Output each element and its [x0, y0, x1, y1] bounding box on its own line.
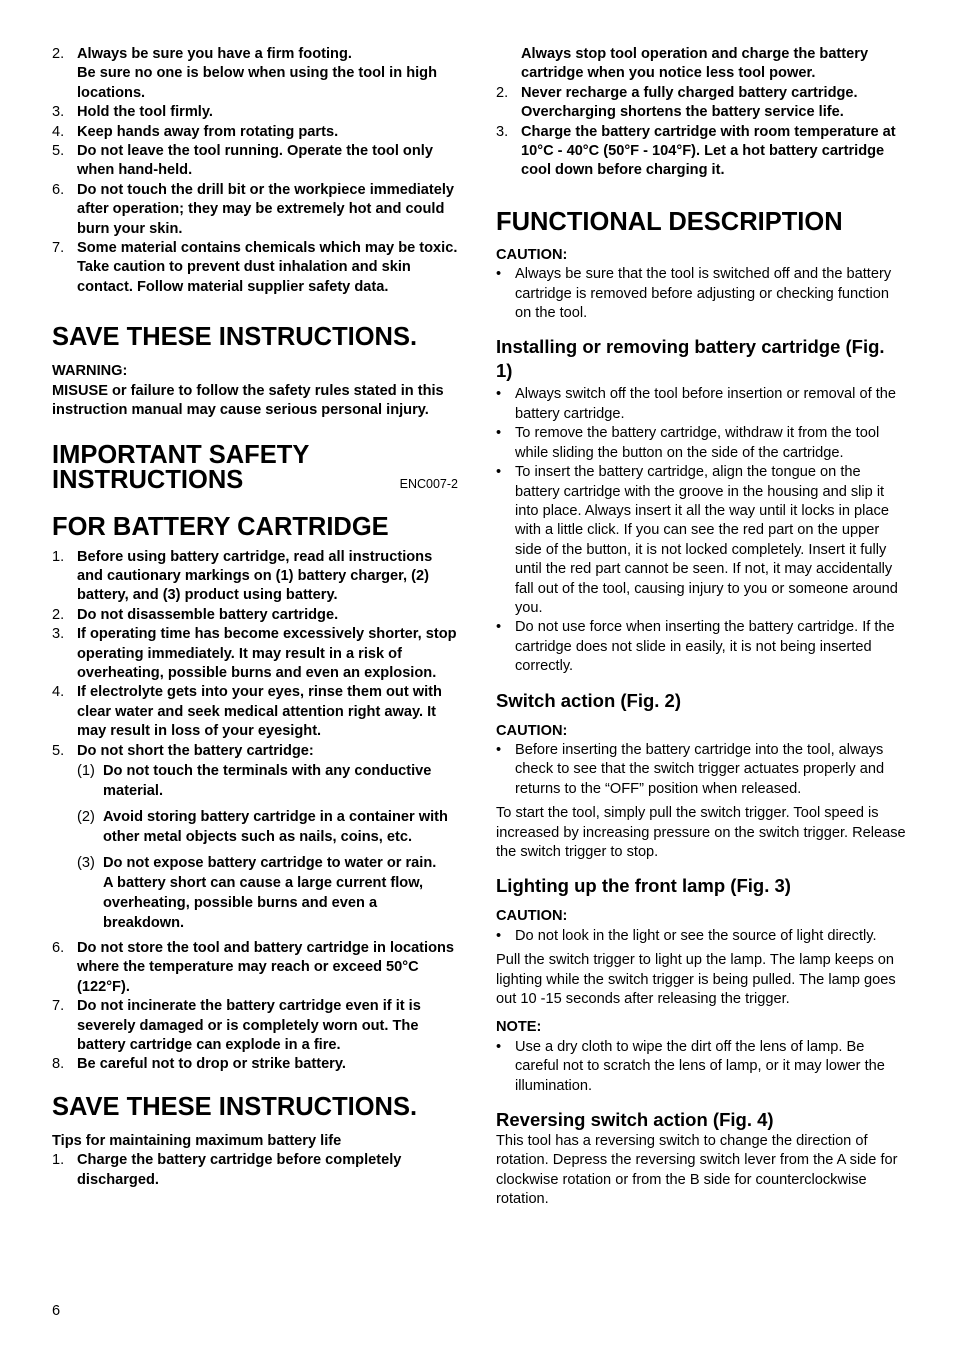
note-label: NOTE: [496, 1019, 542, 1036]
list-item: 6. Do not store the tool and battery cartridge in locations where the temperature may reach or exceed 50°C (122°F). [52, 939, 455, 995]
note-list [496, 1038, 906, 1096]
tips-list [52, 1151, 462, 1190]
save-instructions-heading-2: SAVE THESE INSTRUCTIONS. [52, 1092, 418, 1121]
bullet-item: • Before inserting the battery cartridge into the tool, always check to see that the switch trigger actuates properly and returns to the “OFF” position when released. [496, 741, 885, 797]
list-item: 4. Keep hands away from rotating parts. [52, 123, 339, 140]
short-circuit-sublist [77, 761, 462, 933]
functional-description-heading: FUNCTIONAL DESCRIPTION [496, 207, 843, 236]
battery-cartridge-heading: FOR BATTERY CARTRIDGE [52, 512, 389, 541]
bullet-item: • Always switch off the tool before insertion or removal of the battery cartridge. [496, 386, 896, 422]
battery-safety-list [52, 548, 462, 1075]
list-item: 6. Do not touch the drill bit or the workpiece immediately after operation; they may be extremely hot and could burn your skin. [52, 181, 455, 237]
left-column [52, 45, 462, 1190]
list-item: 5. Do not short the battery cartridge: (1) Do not touch the terminals with any conductive material. (2) Avoid storing battery cartridge in a container with other metal objects such as nails, coins, etc. (3) Do not expose battery cartridge to water or rain. A battery short can cause a large current flow, overheating, possible burns and even a breakdown. [52, 742, 462, 933]
sub-list-item: (1) Do not touch the terminals with any conductive material. [77, 762, 432, 799]
important-safety-heading-block [52, 440, 462, 494]
tips-continuation: Always stop tool operation and charge the battery cartridge when you notice less tool power. [521, 46, 869, 82]
tips-label: Tips for maintaining maximum battery life [52, 1132, 342, 1149]
enc-code: ENC007-2 [399, 476, 458, 491]
caution-label: CAUTION: [496, 722, 568, 739]
caution-list [496, 741, 906, 799]
list-item: 1. Charge the battery cartridge before completely discharged. [52, 1152, 402, 1188]
switch-action-heading: Switch action (Fig. 2) [496, 689, 682, 711]
front-lamp-heading: Lighting up the front lamp (Fig. 3) [496, 875, 791, 897]
page-number: 6 [52, 1303, 61, 1319]
important-safety-heading-line2: INSTRUCTIONS [52, 465, 244, 494]
list-item: 3. If operating time has become excessively shorter, stop operating immediately. It may result in a risk of overheating, possible burns and even an explosion. [52, 626, 457, 681]
important-safety-heading-line1: IMPORTANT SAFETY [52, 440, 310, 469]
bullet-item: • Use a dry cloth to wipe the dirt off the lens of lamp. Be careful not to scratch the lens of lamp, or it may lower the illumination. [496, 1038, 885, 1094]
list-item: 2. Do not disassemble battery cartridge. [52, 606, 339, 623]
bullet-item: • Always be sure that the tool is switched off and the battery cartridge is removed before adjusting or checking function on the tool. [496, 266, 892, 322]
caution-list [496, 265, 906, 323]
switch-action-text: To start the tool, simply pull the switch trigger. Tool speed is increased by increasing pressure on the switch trigger. Release the switch trigger to stop. [496, 805, 906, 860]
intro-safety-list [52, 45, 462, 297]
reversing-switch-heading: Reversing switch action (Fig. 4) [496, 1109, 774, 1131]
list-item: 7. Some material contains chemicals which may be toxic. Take caution to prevent dust inhalation and skin contact. Follow material supplier safety data. [52, 240, 458, 295]
reversing-switch-text: This tool has a reversing switch to change the direction of rotation. Depress the reversing switch lever from the A side for clockwise rotation or from the B side for counterclockwise rotation. [496, 1133, 898, 1208]
right-column [496, 45, 906, 1210]
caution-label: CAUTION: [496, 908, 568, 925]
bullet-item: • To insert the battery cartridge, align the tongue on the battery cartridge with the groove in the housing and slip it into place. Always insert it all the way until it locks in place with a little click. If you can see the red part on the upper side of the button, it is not locked completely. Insert it fully until the red part cannot be seen. If not, it may accidentally fall out of the tool, causing injury to you or someone around you. [496, 464, 898, 616]
list-item: 1. Before using battery cartridge, read all instructions and cautionary markings on (1) battery charger, (2) battery, and (3) product using battery. [52, 548, 433, 604]
list-item: 2. Never recharge a fully charged battery cartridge. Overcharging shortens the battery service life. [496, 84, 858, 121]
warning-text: MISUSE or failure to follow the safety rules stated in this instruction manual may cause serious personal injury. [52, 382, 444, 419]
installing-list [496, 385, 906, 676]
list-item: 3. Charge the battery cartridge with room temperature at 10°C - 40°C (50°F - 104°F). Let a hot battery cartridge cool down before charging it. [496, 123, 896, 179]
list-item: 7. Do not incinerate the battery cartridge even if it is severely damaged or is completely worn out. The battery cartridge can explode in a fire. [52, 998, 421, 1053]
list-item: 4. If electrolyte gets into your eyes, rinse them out with clear water and seek medical attention right away. It may result in loss of your eyesight. [52, 684, 442, 740]
front-lamp-text: Pull the switch trigger to light up the lamp. The lamp keeps on lighting while the switch trigger is being pulled. The lamp goes out 10 -15 seconds after releasing the trigger. [496, 952, 896, 1008]
warning-label: WARNING: [52, 363, 128, 380]
caution-list [496, 927, 906, 946]
bullet-item: • Do not look in the light or see the source of light directly. [496, 927, 877, 944]
bullet-item: • To remove the battery cartridge, withdraw it from the tool while sliding the button on the side of the cartridge. [496, 425, 880, 461]
list-item: 3. Hold the tool firmly. [52, 104, 213, 121]
tips-list-continued [496, 84, 906, 181]
bullet-item: • Do not use force when inserting the battery cartridge. If the cartridge does not slide in easily, it is not being inserted correctly. [496, 619, 895, 675]
list-item: 8. Be careful not to drop or strike battery. [52, 1056, 346, 1073]
list-item: 2. Always be sure you have a firm footing. Be sure no one is below when using the tool in high locations. [52, 46, 437, 101]
list-item: 5. Do not leave the tool running. Operate the tool only when hand-held. [52, 143, 433, 179]
caution-label: CAUTION: [496, 246, 568, 263]
sub-list-item: (3) Do not expose battery cartridge to water or rain. A battery short can cause a large current flow, overheating, possible burns and even a breakdown. [77, 854, 437, 931]
save-instructions-heading: SAVE THESE INSTRUCTIONS. [52, 323, 418, 352]
installing-battery-heading: Installing or removing battery cartridge (Fig. 1) [496, 336, 885, 382]
sub-list-item: (2) Avoid storing battery cartridge in a container with other metal objects such as nails, coins, etc. [77, 808, 448, 845]
